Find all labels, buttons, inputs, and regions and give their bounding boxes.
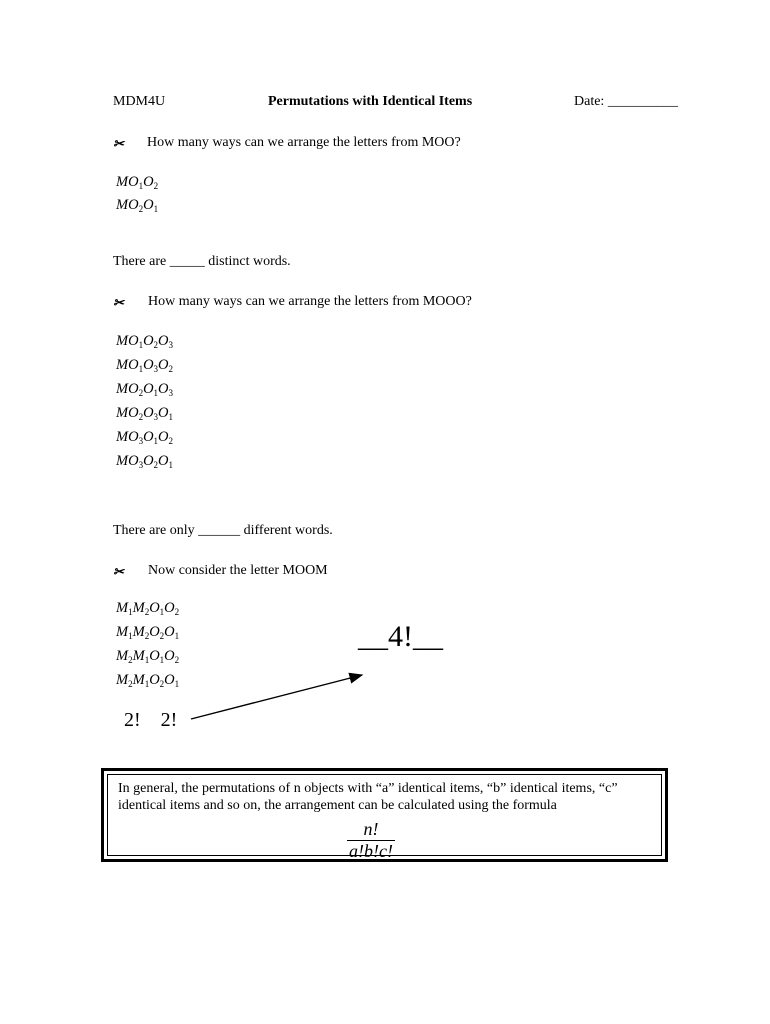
numerator-factorial: __4!__: [358, 620, 443, 653]
scissors-bullet-icon: ✂: [113, 564, 123, 579]
formula-box-inner: [107, 774, 662, 861]
subscript: 2: [159, 679, 165, 689]
arrangement-row: $MO_1O_2O_3$: [116, 333, 174, 350]
arrangement-row: $M_2M_1O_2O_1$: [116, 672, 180, 689]
subscript: 2: [128, 655, 133, 665]
subscript: 3: [168, 340, 174, 350]
subscript: 2: [144, 607, 150, 617]
subscript: 1: [159, 655, 165, 665]
subscript: 2: [153, 181, 159, 191]
subscript: 2: [174, 607, 180, 617]
subscript: 1: [138, 364, 144, 374]
subscript: 1: [128, 631, 133, 641]
subscript: 3: [153, 364, 159, 374]
subscript: 1: [159, 607, 165, 617]
subscript: 1: [128, 607, 133, 617]
subscript: 1: [168, 412, 174, 422]
course-code: MDM4U: [113, 94, 166, 109]
subscript: 1: [144, 655, 150, 665]
subscript: 2: [168, 364, 174, 374]
subscript: 1: [138, 181, 144, 191]
formula-box: [101, 768, 668, 862]
arrangement-row: $M_2M_1O_1O_2$: [116, 648, 180, 665]
formula-numerator: n!: [347, 819, 395, 841]
answer-1: There are _____ distinct words.: [113, 254, 291, 269]
denominator-factorials: 2! 2!: [124, 709, 178, 731]
formula: [347, 819, 395, 862]
subscript: 2: [138, 204, 144, 214]
subscript: 3: [138, 460, 144, 470]
arrangement-row: $M_1M_2O_1O_2$: [116, 600, 180, 617]
page-title: Permutations with Identical Items: [268, 94, 473, 109]
subscript: 2: [159, 631, 165, 641]
question-3: Now consider the letter MOOM: [148, 563, 328, 578]
arrangement-row: $MO_3O_2O_1$: [116, 453, 174, 470]
answer-2: There are only ______ different words.: [113, 523, 333, 538]
question-2: How many ways can we arrange the letters from MOOO?: [148, 294, 472, 309]
arrangement-row: $MO_3O_1O_2$: [116, 429, 174, 446]
arrangement-row: $MO_2O_1$: [116, 197, 159, 214]
subscript: 2: [144, 631, 150, 641]
subscript: 2: [174, 655, 180, 665]
arrangement-row: $MO_2O_1O_3$: [116, 381, 174, 398]
subscript: 3: [138, 436, 144, 446]
subscript: 1: [153, 204, 159, 214]
formula-description: In general, the permutations of n objects with “a” identical items, “b” identical items, “c” identical items and so on, the arrangement can be calculated using the formula: [118, 781, 618, 813]
subscript: 2: [138, 412, 144, 422]
subscript: 1: [144, 679, 150, 689]
scissors-bullet-icon: ✂: [113, 295, 123, 310]
subscript: 1: [168, 460, 174, 470]
scissors-bullet-icon: ✂: [113, 136, 123, 151]
arrangement-row: $M_1M_2O_2O_1$: [116, 624, 180, 641]
subscript: 1: [153, 388, 159, 398]
arrow-line: [191, 675, 362, 719]
subscript: 2: [128, 679, 133, 689]
subscript: 2: [138, 388, 144, 398]
subscript: 3: [168, 388, 174, 398]
subscript: 1: [153, 436, 159, 446]
subscript: 2: [168, 436, 174, 446]
subscript: 1: [174, 679, 180, 689]
subscript: 3: [153, 412, 159, 422]
subscript: 1: [174, 631, 180, 641]
arrangement-row: $MO_1O_3O_2$: [116, 357, 174, 374]
arrangement-row: $MO_1O_2$: [116, 174, 159, 191]
question-1: How many ways can we arrange the letters from MOO?: [147, 135, 461, 150]
subscript: 1: [138, 340, 144, 350]
subscript: 2: [153, 340, 159, 350]
subscript: 2: [153, 460, 159, 470]
formula-denominator: a!b!c!: [349, 841, 393, 861]
arrangement-row: $MO_2O_3O_1$: [116, 405, 174, 422]
date-field: Date: __________: [574, 94, 678, 109]
